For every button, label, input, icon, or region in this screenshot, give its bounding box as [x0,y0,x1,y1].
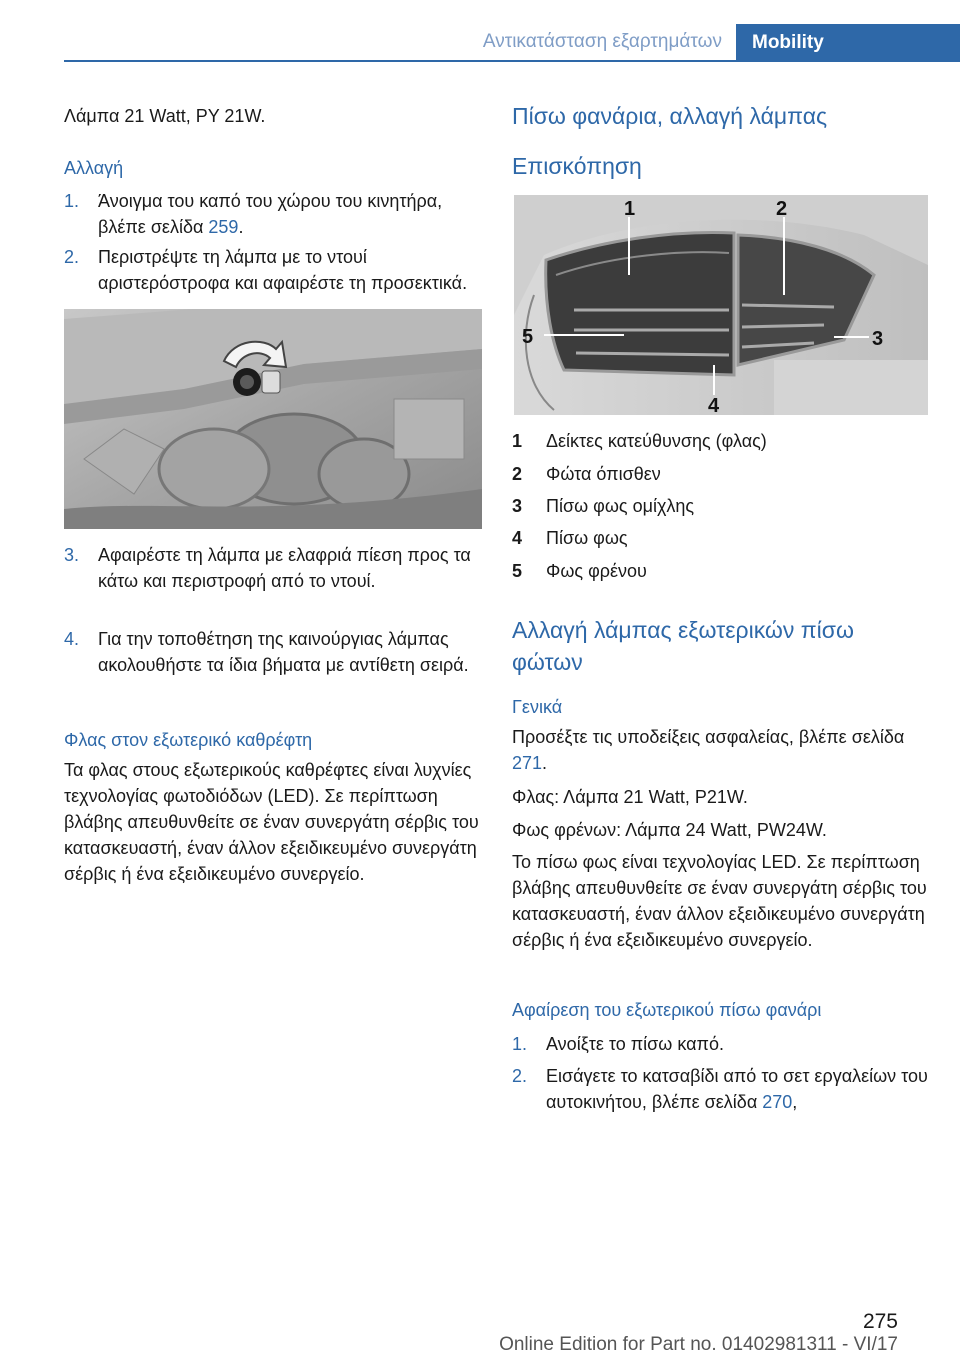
step-number: 2. [512,1066,528,1086]
led-text: Το πίσω φως είναι τεχνολογίας LED. Σε περίπτωση βλάβης απευθυνθείτε σε έναν συνεργάτη σέρβις του κατασκευαστή, έναν άλλον εξειδικευμένο συνεργάτη σέρβις ή ένα εξειδικευμένο συνεργείο. [512,852,927,950]
page-link[interactable]: 271 [512,753,543,773]
step-number: 1. [64,191,80,211]
legend-text: Πίσω φως [546,528,628,548]
step-number: 3. [64,545,80,565]
overview-heading: Επισκόπηση [512,153,642,179]
mirror-heading: Φλας στον εξωτερικό καθρέφτη [64,730,313,750]
legend-text: Φως φρένου [546,561,647,581]
outer-lights-heading: Αλλαγή λάμπας εξωτερικών πίσω φώτων [512,617,854,675]
legend-text: Πίσω φως ομίχλης [546,496,695,516]
page-link[interactable]: 270 [762,1092,793,1112]
step-number: 2. [64,247,80,267]
step-text: Περιστρέψτε τη λάμπα με το ντουί αριστερόστροφα και αφαιρέστε τη προσεκτικά. [98,247,468,293]
step-number: 1. [512,1034,528,1054]
chapter-tab: Mobility [736,24,960,62]
engine-bay-photo [64,309,482,529]
change-heading: Αλλαγή [64,158,124,178]
header-rule [64,60,960,62]
step-text: Εισάγετε το κατσαβίδι από το σετ εργαλείων του αυτοκινήτου, βλέπε σελίδα 270, [546,1066,928,1112]
legend-number: 2 [512,464,523,484]
safety-text: Προσέξτε τις υποδείξεις ασφαλείας, βλέπε σελίδα 271. [512,727,905,773]
legend-number: 3 [512,496,523,516]
step-text: Ανοίξτε το πίσω καπό. [546,1034,724,1054]
legend-number: 1 [512,431,523,451]
brake-spec: Φως φρένων: Λάμπα 24 Watt, PW24W. [512,820,827,840]
remove-heading: Αφαίρεση του εξωτερικού πίσω φανάρι [512,1000,822,1020]
legend-number: 4 [512,528,523,548]
legend-text: Φώτα όπισθεν [546,464,661,484]
mirror-text: Τα φλας στους εξωτερικούς καθρέφτες είναι λυχνίες τεχνολογίας φωτοδιόδων (LED). Σε περίπτωση βλάβης απευθυνθείτε σε έναν συνεργάτη σέρβις του κατασκευαστή, έναν άλλον εξειδικευμένο συνεργάτη σέρβις ή ένα εξειδικευμένο συνεργείο. [64,760,479,884]
edition-footer: Online Edition for Part no. 01402981311 - VI/17 [499,1334,898,1355]
legend-text: Δείκτες κατεύθυνσης (φλας) [546,431,767,451]
diagram-label: 1 [624,198,636,220]
tail-light-diagram [514,195,928,415]
step-number: 4. [64,629,80,649]
page-number: 275 [862,1310,898,1333]
flasher-spec: Φλας: Λάμπα 21 Watt, P21W. [512,787,748,807]
section-title: Πίσω φανάρια, αλλαγή λάμπας [512,103,828,129]
general-heading: Γενικά [512,697,563,717]
intro-text: Λάμπα 21 Watt, PY 21W. [64,106,266,126]
diagram-label: 4 [708,395,720,415]
page-link[interactable]: 259 [208,217,239,237]
legend-number: 5 [512,561,523,581]
diagram-label: 5 [522,326,534,348]
diagram-label: 3 [872,328,884,350]
step-text: Άνοιγμα του καπό του χώρου του κινητήρα, βλέπε σελίδα 259. [98,191,443,237]
running-header-section: Αντικατάσταση εξαρτημάτων [482,31,722,52]
step-text: Για την τοποθέτηση της καινούργιας λάμπας ακολουθήστε τα ίδια βήματα με αντίθετη σειρά. [98,629,469,675]
step-text: Αφαιρέστε τη λάμπα με ελαφριά πίεση προς τα κάτω και περιστροφή από το ντουί. [98,545,471,591]
diagram-label: 2 [776,198,788,220]
